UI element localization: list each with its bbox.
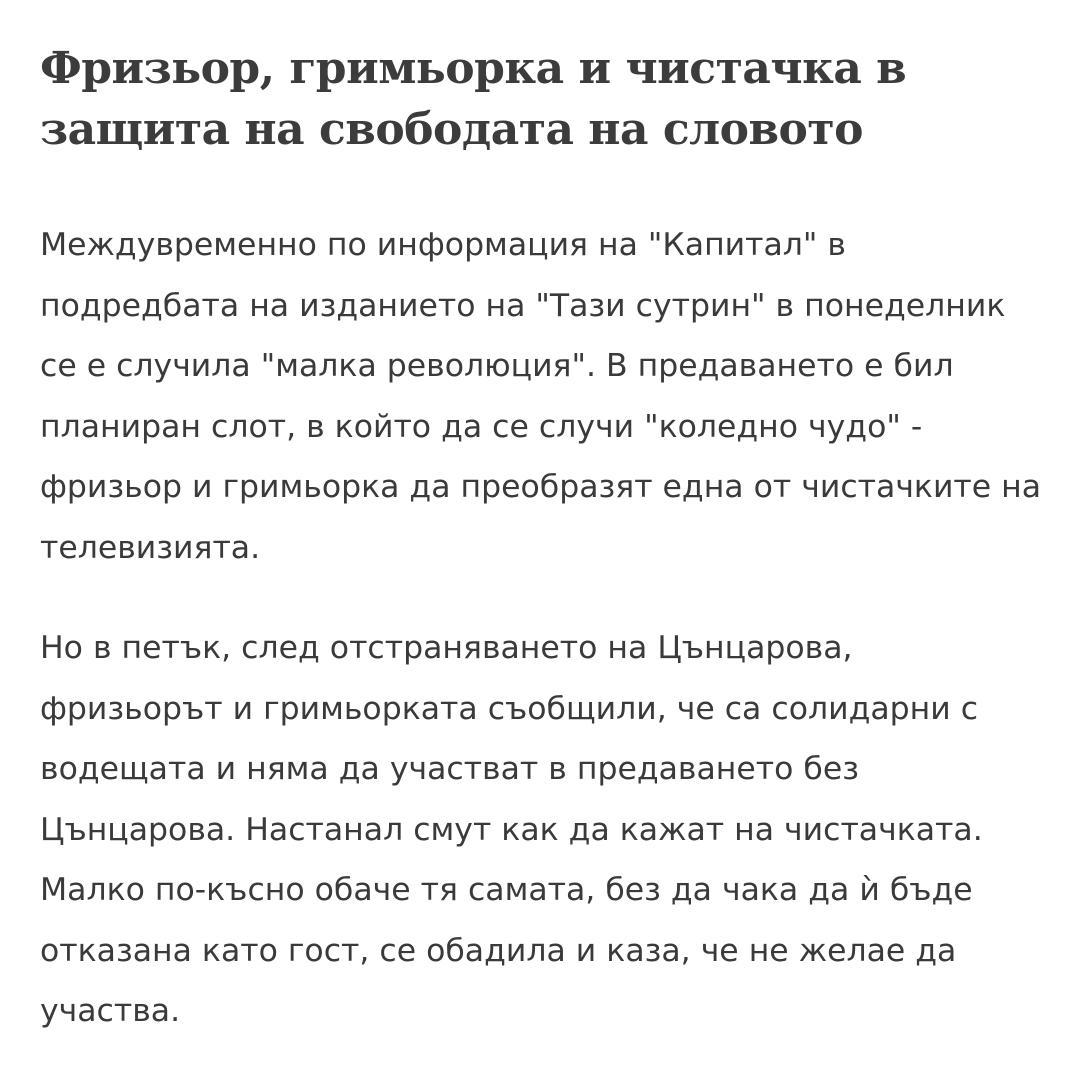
- article-paragraph-2: Но в петък, след отстраняването на Цънцарова, фризьорът и гримьорката съобщили, че са солидарни с водещата и няма да участват в предаването без Цънцарова. Настанал смут как да кажат на чистачката. Малко по-късно обаче тя самата, без да чака да ѝ бъде отказана като гост, се обадила и каза, че не желае да участва.: [40, 630, 983, 1029]
- article-paragraph-1: Междувременно по информация на "Капитал" в подредбата на изданието на "Тази сутрин" в понеделник се е случила "малка революция". В предаването е бил планиран слот, в който да се случи "коледно чудо" - фризьор и гримьорка да преобразят една от чистачките на телевизията.: [40, 227, 1042, 566]
- article-headline: Фризьор, гримьорка и чистачка в защита на свободата на словото: [40, 43, 907, 155]
- article-body: [40, 38, 1045, 1042]
